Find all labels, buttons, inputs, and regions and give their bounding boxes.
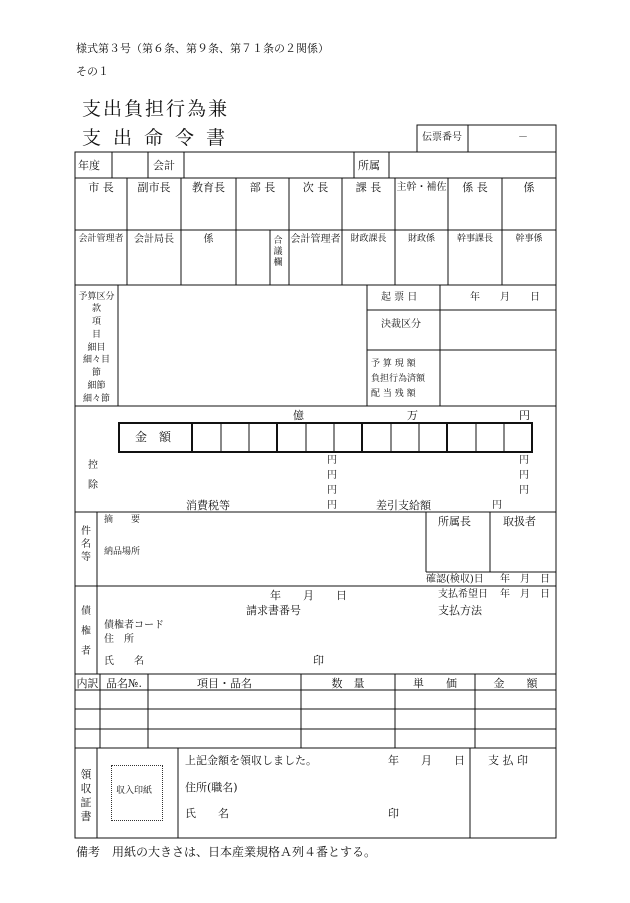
approver-finance-staff: 財政係: [407, 234, 435, 244]
desired-pay-date-label: 支払希望日: [438, 589, 488, 600]
inspection-date-value: 年 月 日: [500, 574, 550, 585]
handler-label: 取扱者: [503, 515, 536, 528]
budget-remaining-label: 配 当 残 額: [371, 389, 416, 399]
payment-method-label: 支払方法: [438, 604, 482, 617]
unit-yen: 円: [519, 409, 530, 422]
tax-yen: 円: [327, 500, 337, 511]
consumption-tax-label: 消費税等: [186, 499, 230, 512]
approver-accounting-staff: 係: [203, 234, 214, 245]
approver-director: 部 長: [249, 181, 276, 194]
budget-kan: 款: [91, 304, 101, 314]
form-part: その１: [76, 65, 109, 78]
deduction-yen-3: 円: [327, 485, 337, 496]
approver-accounting-manager-2: 会計管理者: [290, 234, 341, 245]
approver-section-chief: 課 長: [355, 181, 382, 194]
approver-secretary-chief: 幹事課長: [456, 234, 493, 244]
budget-kou: 項: [91, 317, 101, 327]
approver-finance-chief: 財政課長: [350, 234, 387, 244]
draft-date-label: 起 票 日: [381, 292, 418, 303]
budget-saisetsu: 細節: [87, 381, 106, 391]
revenue-stamp-label: 収入印紙: [116, 786, 153, 796]
received-statement: 上記金額を領収しました。: [185, 754, 317, 767]
footer-note: 備考 用紙の大きさは、日本産業規格Ａ列４番とする。: [76, 845, 377, 859]
receipt-label: 領収証書: [80, 768, 92, 823]
approver-assistant: 主幹・補佐: [396, 182, 447, 193]
detail-header-item-name: 項目・品名: [197, 677, 252, 690]
creditor-name-label: 氏 名: [104, 656, 144, 667]
budget-saimoku: 細目: [87, 343, 106, 353]
approver-accounting-director: 会計局長: [134, 234, 174, 245]
delivery-place-label: 納品場所: [104, 547, 141, 557]
creditor-label: 債権者: [81, 606, 91, 657]
voucher-number-value: －: [518, 132, 528, 143]
creditor-code-label: 債権者コード: [104, 620, 164, 631]
budget-moku: 目: [91, 330, 101, 340]
detail-header-amount: 金 額: [493, 677, 538, 690]
approver-secretary-staff: 幹事係: [515, 234, 543, 244]
detail-header-item-no: 品名№.: [106, 677, 142, 690]
page-title-line2: 支出命令書: [82, 127, 238, 149]
creditor-seal-label: 印: [313, 654, 324, 667]
unit-man: 万: [407, 409, 418, 422]
unit-oku: 億: [293, 409, 304, 422]
desired-pay-date-value: 年 月 日: [500, 589, 550, 600]
page-title-line1: 支出負担行為兼: [82, 98, 230, 120]
fiscal-year-label: 年度: [78, 159, 100, 172]
deduction-yen-4: 円: [519, 455, 529, 466]
deduction-yen-2: 円: [327, 470, 337, 481]
budget-saisaimoku: 細々目: [82, 355, 110, 365]
budget-setsu: 節: [91, 368, 101, 378]
deduction-yen-6: 円: [519, 485, 529, 496]
deduction-label-1: 控: [88, 460, 98, 471]
dept-head-label: 所属長: [438, 515, 471, 528]
approver-superintendent: 教育長: [192, 181, 225, 194]
approver-mayor: 市 長: [88, 181, 114, 194]
approver-staff: 係: [523, 181, 535, 194]
detail-header-quantity: 数 量: [331, 677, 365, 690]
payment-seal-label: 支 払 印: [488, 754, 528, 767]
amount-label: 金 額: [135, 430, 172, 444]
detail-header-unit-price: 単 価: [413, 677, 457, 690]
account-label: 会計: [153, 159, 175, 172]
receipt-address-label: 住所(職名): [185, 781, 238, 794]
department-label: 所属: [358, 159, 380, 172]
net-payment-label: 差引支給額: [376, 499, 431, 512]
summary-label: 摘 要: [104, 515, 141, 525]
receipt-name-label: 氏 名: [185, 807, 229, 820]
form-number: 様式第３号（第６条、第９条、第７１条の２関係）: [76, 42, 329, 55]
approver-deputy: 次 長: [302, 181, 329, 194]
deduction-yen-1: 円: [327, 455, 337, 466]
detail-header-breakdown: 内訳: [76, 677, 99, 690]
budget-current-label: 予 算 現 額: [371, 359, 416, 369]
budget-class-label: 予算区分: [78, 292, 115, 302]
budget-saisaisetsu: 細々節: [82, 394, 110, 404]
draft-date-value: 年 月 日: [470, 292, 540, 303]
joint-review-label: 合議欄: [273, 236, 283, 268]
approver-subsection-chief: 係 長: [462, 181, 488, 194]
inspection-date-label: 確認(検収)日: [426, 574, 484, 585]
creditor-address-label: 住 所: [104, 634, 134, 645]
request-date-value: 年 月 日: [270, 589, 347, 602]
receipt-seal-label: 印: [388, 807, 399, 820]
deduction-label-2: 除: [88, 480, 98, 491]
subject-label: 件名等: [81, 526, 91, 563]
invoice-number-label: 請求書番号: [246, 604, 301, 617]
approval-class-label: 決裁区分: [381, 319, 421, 330]
approver-accounting-manager: 会計管理者: [78, 234, 124, 244]
voucher-number-label: 伝票番号: [422, 132, 462, 143]
deduction-yen-5: 円: [519, 470, 529, 481]
budget-committed-label: 負担行為済額: [371, 374, 426, 384]
receipt-date: 年 月 日: [388, 754, 465, 767]
approver-vice-mayor: 副市長: [137, 181, 171, 194]
net-payment-yen: 円: [492, 500, 502, 511]
